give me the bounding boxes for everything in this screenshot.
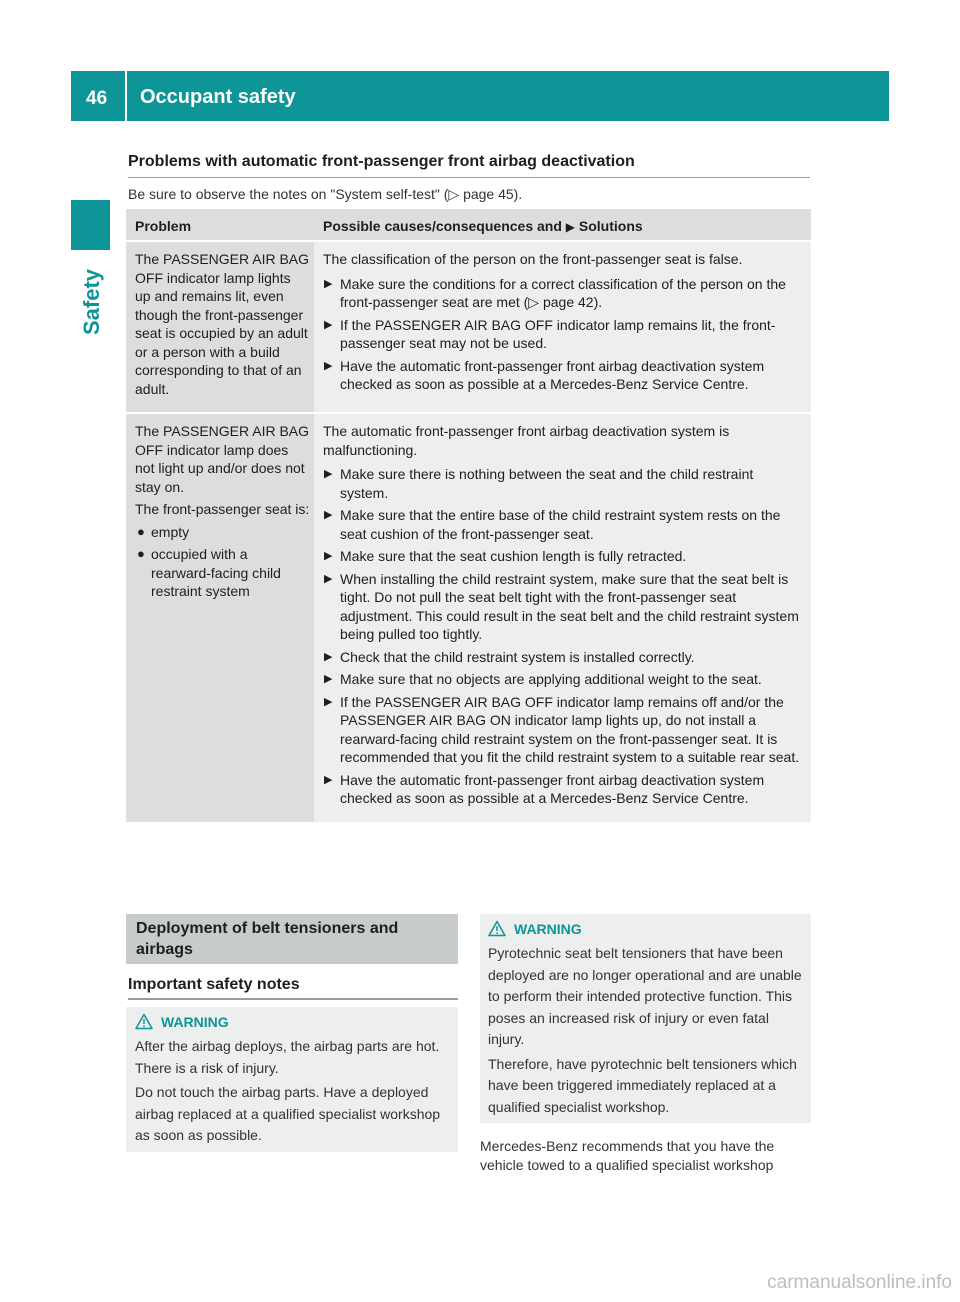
action-step: ▶ Make sure that no objects are applying additional weight to the seat. <box>324 671 762 687</box>
page-number: 46 <box>86 88 108 109</box>
action-step: ▶ Make sure that the entire base of the child restraint system rests on the seat cushion of the front-passenger seat. <box>324 507 781 542</box>
action-step: ▶ When installing the child restraint system, make sure that the seat belt is tight. Do not pull the seat belt tight with the front-passenger seat adjustment. This could result in the seat belt and the child restraint system being pulled too tightly. <box>324 570 799 642</box>
section-title: Problems with automatic front-passenger front airbag deactivation <box>128 153 635 170</box>
arrow-icon: ▶ <box>324 277 333 290</box>
list-item: ● occupied with a rearward-facing child restraint system <box>137 546 281 599</box>
side-tab-marker <box>71 200 110 250</box>
warning-text: Therefore, have pyrotechnic belt tensioners which have been triggered immediately replaced at a qualified specialist workshop. <box>488 1055 797 1115</box>
warning-triangle-icon <box>135 1013 153 1030</box>
table-row <box>126 241 811 413</box>
table-header-solutions: Possible causes/consequences and ▶ Solutions <box>314 209 811 241</box>
side-tab-label: Safety <box>79 268 104 336</box>
warning-text: Pyrotechnic seat belt tensioners that have been deployed are no longer operational and are unable to perform their intended protective function. This poses an increased risk of injury or even fatal injury. <box>488 945 802 1047</box>
warning-heading: WARNING <box>135 1012 450 1032</box>
arrow-icon: ▶ <box>565 220 576 234</box>
list-item: ● empty <box>137 523 190 540</box>
action-step: ▶ Have the automatic front-passenger front airbag deactivation system checked as soon as possible at a Mercedes-Benz Service Centre. <box>324 357 765 392</box>
section-rule <box>128 177 810 178</box>
arrow-icon: ▶ <box>324 318 333 331</box>
solution-cell: The automatic front-passenger front airbag deactivation system is malfunctioning. ▶ Make sure there is nothing between the seat and the child restraint system. ▶ Make sure that the entire base of the child restraint system rests on the seat cushion of the front-passenger seat. ▶ Make sure that the seat cushion length is fully retracted. ▶ When installing the child restraint system, make sure that the seat belt is tight. Do not pull the seat belt tight with the front-passenger seat adjustment. This could result in the seat belt and the child restraint system being pulled too tightly. ▶ Check that the child restraint system is installed correctly. ▶ Make sure that no objects are applying additional weight to the seat. ▶ If the PASSENGER AIR BAG OFF indicator lamp remains off and/or the PASSENGER AIR BAG ON indicator lamp lights up, do not install a rearward-facing child restraint system on the front-passenger seat. It is recommended that you fit the child restraint system to a suitable rear seat. ▶ Have the automatic front-passenger front airbag deactivation system checked as soon as possible at a Mercedes-Benz Service Centre. <box>314 413 811 822</box>
arrow-icon: ▶ <box>324 359 333 372</box>
table-row <box>126 413 811 822</box>
arrow-icon: ▶ <box>324 509 333 521</box>
solution-cell: The classification of the person on the front-passenger seat is false. ▶ Make sure the conditions for a correct classification of the person on the front-passenger seat are met (▷ page 42). ▶ If the PASSENGER AIR BAG OFF indicator lamp remains lit, the front-passenger seat may not be used. ▶ Have the automatic front-passenger front airbag deactivation system checked as soon as possible at a Mercedes-Benz Service Centre. <box>314 241 811 413</box>
problem-cell: The PASSENGER AIR BAG OFF indicator lamp lights up and remains lit, even though the front-passenger seat is occupied by an adult or a person with a build corresponding to that of an adult. <box>126 241 314 413</box>
action-step: ▶ Have the automatic front-passenger front airbag deactivation system checked as soon as possible at a Mercedes-Benz Service Centre. <box>324 771 765 806</box>
warning-triangle-icon <box>488 920 506 937</box>
belt-tensioner-warning-box <box>480 914 811 1123</box>
action-step: ▶ If the PASSENGER AIR BAG OFF indicator lamp remains off and/or the PASSENGER AIR BAG ON indicator lamp lights up, do not install a rearward-facing child restraint system on the front-passenger seat. It is recommended that you fit the child restraint system to a suitable rear seat. <box>324 693 800 765</box>
towing-text: Mercedes-Benz recommends that you have the vehicle towed to a qualified specialist workshop <box>480 1138 775 1173</box>
bullet-icon: ● <box>137 523 145 539</box>
problems-table <box>126 209 811 822</box>
chapter-title: Occupant safety <box>140 86 296 108</box>
arrow-icon: ▶ <box>324 650 333 663</box>
action-step: ▶ Make sure that the seat cushion length is fully retracted. <box>324 548 687 564</box>
warning-text: Do not touch the airbag parts. Have a deployed airbag replaced at a qualified specialist workshop as soon as possible. <box>135 1084 441 1143</box>
header-divider <box>125 71 127 121</box>
action-step: ▶ If the PASSENGER AIR BAG OFF indicator lamp remains lit, the front-passenger seat may not be used. <box>324 316 776 351</box>
intro-text: Be sure to observe the notes on "System self-test" (▷ page 45). <box>128 186 523 202</box>
arrow-icon: ▶ <box>324 695 333 708</box>
bullet-icon: ● <box>137 546 145 561</box>
arrow-icon: ▶ <box>324 773 333 786</box>
arrow-icon: ▶ <box>324 550 333 562</box>
warning-heading: WARNING <box>488 919 805 939</box>
subsection-title: Important safety notes <box>128 976 300 993</box>
action-step: ▶ Make sure there is nothing between the seat and the child restraint system. <box>324 466 754 501</box>
airbag-warning-box <box>126 1007 458 1152</box>
deployment-heading: Deployment of belt tensioners and airbags <box>126 914 458 964</box>
arrow-icon: ▶ <box>324 572 333 585</box>
action-step: ▶ Check that the child restraint system is installed correctly. <box>324 648 695 665</box>
table-header-problem: Problem <box>126 209 314 241</box>
watermark: carmanualsonline.info <box>767 1272 952 1293</box>
arrow-icon: ▶ <box>324 673 333 685</box>
subsection-rule <box>128 998 458 1000</box>
action-step: ▶ Make sure the conditions for a correct classification of the person on the front-passenger seat are met (▷ page 42). <box>324 275 786 310</box>
problem-cell: The PASSENGER AIR BAG OFF indicator lamp does not light up and/or does not stay on. The front-passenger seat is: ● empty ● occupied with a rearward-facing child restraint system <box>126 413 314 822</box>
warning-text: After the airbag deploys, the airbag parts are hot. There is a risk of injury. <box>135 1038 440 1076</box>
arrow-icon: ▶ <box>324 468 333 480</box>
